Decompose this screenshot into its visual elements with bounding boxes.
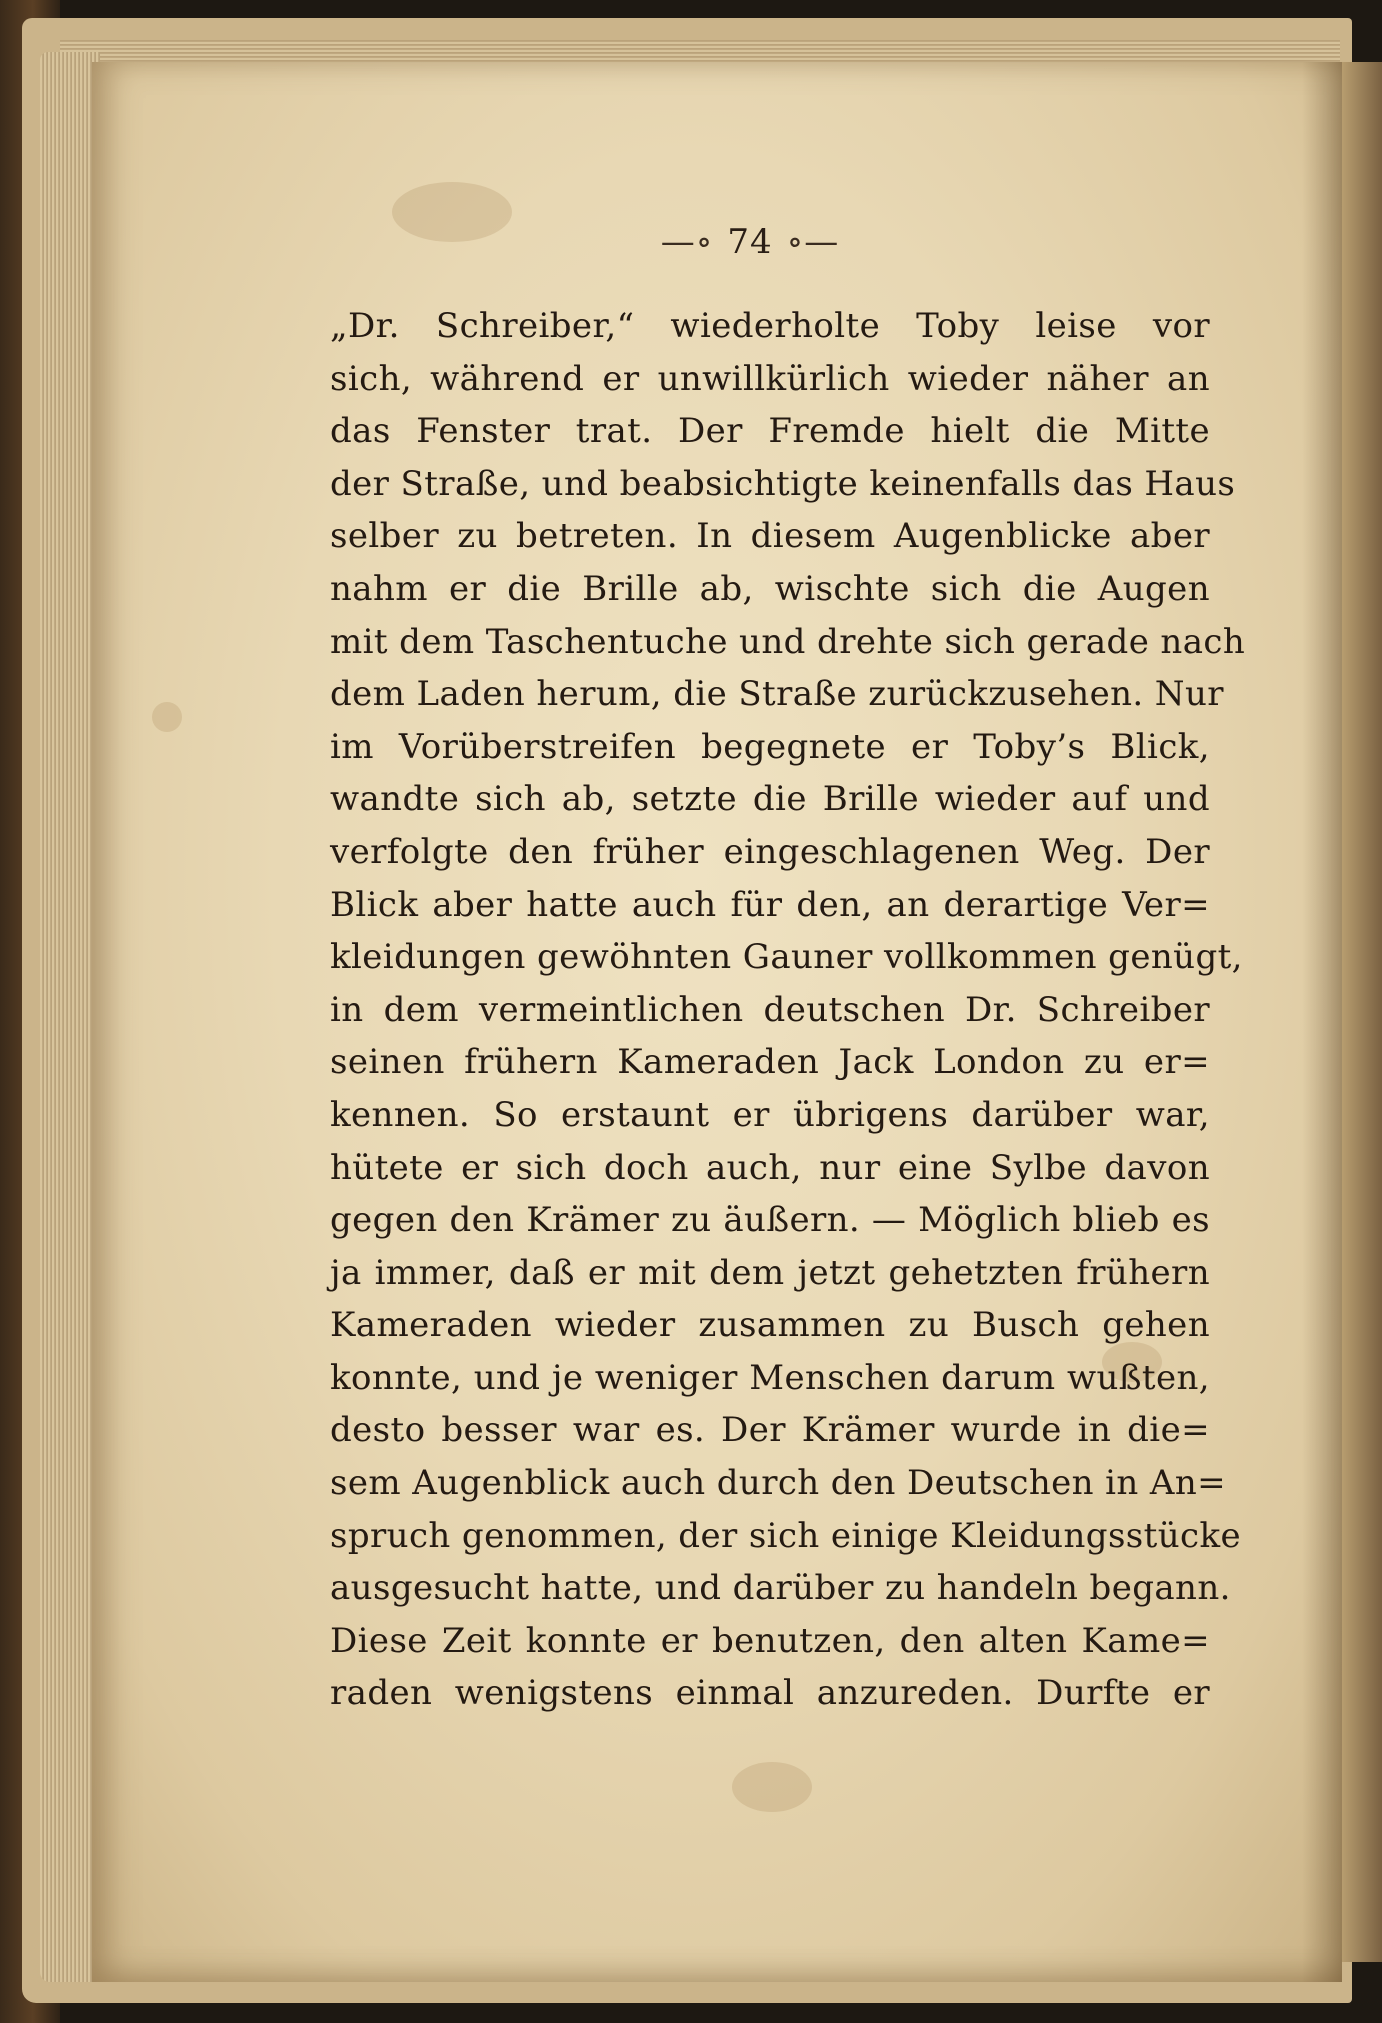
stain <box>732 1762 812 1812</box>
text-line: raden wenigstens einmal anzureden. Durfte er <box>330 1673 1210 1714</box>
text-line: Kameraden wieder zusammen zu Busch gehen <box>330 1305 1210 1346</box>
text-line: in dem vermeintlichen deutschen Dr. Schreiber <box>330 989 1210 1030</box>
text-line: gegen den Krämer zu äußern. — Möglich blieb es <box>330 1200 1210 1241</box>
text-line: seinen frühern Kameraden Jack London zu er= <box>330 1042 1210 1083</box>
facing-page-edge <box>1342 62 1382 1962</box>
text-line: spruch genommen, der sich einige Kleidungsstücke <box>330 1515 1241 1556</box>
text-line: konnte, und je weniger Menschen darum wußten, <box>330 1357 1210 1398</box>
page-header <box>540 222 960 262</box>
page-number: 74 <box>727 222 773 262</box>
header-ornament-right: ∘— <box>786 222 840 262</box>
text-line: selber zu betreten. In diesem Augenblicke aber <box>330 516 1210 557</box>
text-line: kleidungen gewöhnten Gauner vollkommen genügt, <box>330 937 1243 978</box>
text-line: der Straße, und beabsichtigte keinenfalls das Haus <box>330 463 1236 504</box>
text-line: kennen. So erstaunt er übrigens darüber war, <box>330 1094 1210 1135</box>
body-text <box>330 300 1246 1720</box>
text-line: dem Laden herum, die Straße zurückzusehen. Nur <box>330 674 1224 715</box>
text-line: verfolgte den früher eingeschlagenen Weg. Der <box>330 831 1210 872</box>
text-line: ja immer, daß er mit dem jetzt gehetzten frühern <box>330 1252 1210 1293</box>
text-line: das Fenster trat. Der Fremde hielt die Mitte <box>330 411 1210 452</box>
page-top-edges <box>60 40 1340 64</box>
text-line: Diese Zeit konnte er benutzen, den alten Kame= <box>330 1620 1210 1661</box>
text-line: sich, während er unwillkürlich wieder näher an <box>330 358 1210 399</box>
text-line: sem Augenblick auch durch den Deutschen in An= <box>330 1463 1227 1504</box>
text-line: wandte sich ab, setzte die Brille wieder auf und <box>330 779 1210 820</box>
gutter-shadow <box>1302 62 1342 1982</box>
stain <box>152 702 182 732</box>
text-line: Blick aber hatte auch für den, an derartige Ver= <box>330 884 1210 925</box>
text-line: mit dem Taschentuche und drehte sich gerade nach <box>330 621 1246 662</box>
header-ornament-left: —∘ <box>660 222 714 262</box>
stain <box>392 182 512 242</box>
text-line: ausgesucht hatte, und darüber zu handeln begann. <box>330 1568 1231 1609</box>
text-line: hütete er sich doch auch, nur eine Sylbe davon <box>330 1147 1210 1188</box>
text-line: nahm er die Brille ab, wischte sich die Augen <box>330 568 1210 609</box>
page-side-edges <box>40 52 100 1982</box>
text-line: im Vorüberstreifen begegnete er Toby’s Blick, <box>330 726 1210 767</box>
text-line: desto besser war es. Der Krämer wurde in die= <box>330 1410 1210 1451</box>
text-line: „Dr. Schreiber,“ wiederholte Toby leise vor <box>330 306 1210 346</box>
